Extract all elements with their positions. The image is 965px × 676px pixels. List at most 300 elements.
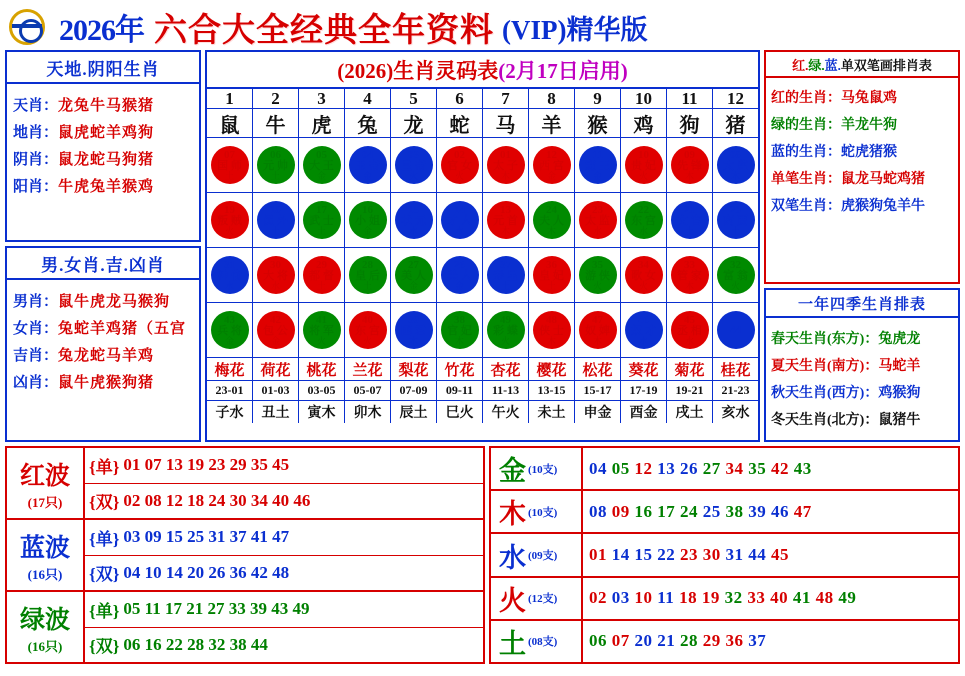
flower-name: 兰花 xyxy=(345,358,391,380)
number-ball[interactable] xyxy=(671,311,709,349)
number-ball-cell[interactable] xyxy=(667,193,713,247)
row-label: 单笔生肖： xyxy=(771,172,841,187)
row-value: 鼠龙马蛇鸡猪 xyxy=(841,172,925,187)
wave-number-line xyxy=(85,592,483,628)
ball-element: 木 xyxy=(592,336,602,346)
zodiac-name: 狗 xyxy=(667,109,713,137)
number-ball[interactable] xyxy=(625,146,663,184)
ball-element: 水 xyxy=(224,281,234,291)
ball-title: 都 督 xyxy=(309,270,334,282)
ball-title: 将 军 xyxy=(309,325,334,337)
number-ball[interactable] xyxy=(303,146,341,184)
number-ball-cell[interactable] xyxy=(299,303,345,357)
zodiac-name: 羊 xyxy=(529,109,575,137)
element-number: 23 xyxy=(680,545,698,564)
main-row xyxy=(5,50,960,442)
hour-range: 23-01 xyxy=(207,381,253,400)
ball-element: 火 xyxy=(316,336,326,346)
number-ball[interactable] xyxy=(349,311,387,349)
ball-title: 皇 后 xyxy=(355,270,380,282)
number-ball[interactable] xyxy=(579,201,617,239)
column-number: 11 xyxy=(667,89,713,108)
zodiac-table-title xyxy=(207,52,758,89)
number-ball[interactable] xyxy=(395,311,433,349)
ball-title: 寇 王 xyxy=(585,160,610,172)
element-number: 44 xyxy=(748,545,767,564)
number-ball[interactable] xyxy=(487,201,525,239)
zodiac-name: 鸡 xyxy=(621,109,667,137)
number-ball-cell[interactable] xyxy=(299,193,345,247)
element-number: 35 xyxy=(748,458,767,478)
flower-name: 杏花 xyxy=(483,358,529,380)
ball-title: 皇 妃 xyxy=(539,270,564,282)
ball-title: 元 首 xyxy=(493,215,518,227)
row-label: 吉肖： xyxy=(13,348,59,364)
panel-heaven-earth-title: 天地.阴阳生肖 xyxy=(7,52,199,84)
number-ball[interactable] xyxy=(257,256,295,294)
ball-number: 33 xyxy=(684,259,695,271)
number-ball[interactable] xyxy=(395,201,433,239)
number-ball[interactable] xyxy=(533,201,571,239)
number-ball[interactable] xyxy=(257,201,295,239)
hour-range: 13-15 xyxy=(529,381,575,400)
ball-element: 金 xyxy=(316,171,326,181)
number-ball-cell[interactable] xyxy=(529,193,575,247)
element-numbers xyxy=(583,502,958,522)
hour-range: 01-03 xyxy=(253,381,299,400)
number-ball[interactable] xyxy=(579,311,617,349)
zodiac-name: 鼠 xyxy=(207,109,253,137)
flower-name: 樱花 xyxy=(529,358,575,380)
ball-number: 22 xyxy=(638,204,649,216)
element-number: 18 xyxy=(679,588,698,608)
wave-parity-tag: {单} xyxy=(89,601,120,621)
number-ball-cell[interactable] xyxy=(529,248,575,302)
element-number: 29 xyxy=(702,631,721,651)
ball-title: 小 姐 xyxy=(355,215,380,227)
zodiac-name: 龙 xyxy=(391,109,437,137)
number-ball[interactable] xyxy=(717,146,755,184)
number-ball[interactable] xyxy=(349,256,387,294)
header-vip-badge: (VIP)精华版 xyxy=(502,14,648,45)
row-value: 牛虎兔羊猴鸡 xyxy=(58,179,155,195)
hour-range: 05-07 xyxy=(345,381,391,400)
number-ball-cell[interactable] xyxy=(391,303,437,357)
number-ball[interactable] xyxy=(395,256,433,294)
element-number: 12 xyxy=(634,458,653,478)
ball-element: 木 xyxy=(730,171,740,181)
ball-element: 木 xyxy=(408,336,418,346)
column-number: 5 xyxy=(391,89,437,108)
column-number: 4 xyxy=(345,89,391,108)
ball-number: 46 xyxy=(638,314,649,326)
number-ball-cell[interactable] xyxy=(253,138,299,192)
element-count: (10支) xyxy=(528,463,558,476)
element-number: 15 xyxy=(634,545,653,564)
wave-numbers: 03 09 15 25 31 37 41 47 xyxy=(123,527,290,547)
branch-element: 申金 xyxy=(575,401,621,423)
bottom-row xyxy=(5,446,960,664)
element-number: 06 xyxy=(589,631,607,651)
element-number: 39 xyxy=(748,501,767,521)
row-value: 兔龙蛇马羊鸡 xyxy=(58,348,155,364)
row-label: 阴肖： xyxy=(13,152,59,168)
number-ball-cell[interactable] xyxy=(483,303,529,357)
row-value: 马兔鼠鸡 xyxy=(841,91,897,106)
element-numbers xyxy=(583,588,958,608)
row-label: 蓝的生肖： xyxy=(771,145,841,160)
number-ball-cell[interactable] xyxy=(207,193,253,247)
ball-element: 木 xyxy=(454,336,464,346)
number-ball[interactable] xyxy=(671,201,709,239)
row-value: 鼠牛虎猴狗猪 xyxy=(58,375,155,391)
table-row-ranges xyxy=(207,381,758,401)
number-ball-cell[interactable] xyxy=(667,138,713,192)
number-ball[interactable] xyxy=(211,201,249,239)
element-count: (12支) xyxy=(528,593,558,606)
number-ball-cell[interactable] xyxy=(529,303,575,357)
wave-number-line xyxy=(85,484,483,519)
element-number: 07 xyxy=(611,631,630,651)
list-item xyxy=(13,317,195,338)
wave-row xyxy=(7,448,483,520)
ball-number: 42 xyxy=(270,314,281,326)
ball-title: 歌 女 xyxy=(631,270,656,282)
ball-number: 21 xyxy=(684,204,695,216)
table-row xyxy=(207,138,758,193)
number-ball-cell[interactable] xyxy=(253,303,299,357)
element-number: 32 xyxy=(724,588,743,608)
number-ball[interactable] xyxy=(717,201,755,239)
list-item: 冬天生肖(北方)：鼠猪牛 xyxy=(771,413,921,428)
wave-number-line xyxy=(85,520,483,556)
number-ball-cell[interactable] xyxy=(621,193,667,247)
ball-title: 官 妃 xyxy=(447,325,472,337)
number-ball[interactable] xyxy=(303,201,341,239)
element-name: 土 xyxy=(499,628,526,659)
number-ball-cell[interactable] xyxy=(345,303,391,357)
row-label: 阳肖： xyxy=(13,179,59,195)
hour-range: 21-23 xyxy=(721,383,750,397)
element-number: 27 xyxy=(702,458,721,478)
row-value: 龙兔牛马猴猪 xyxy=(58,98,155,114)
ball-number: 08 xyxy=(730,149,741,161)
number-ball[interactable] xyxy=(533,146,571,184)
right-column xyxy=(764,50,960,442)
row-value: 鼠虎蛇羊鸡狗 xyxy=(58,125,155,141)
wave-name: 绿波 xyxy=(19,606,70,634)
number-ball-cell[interactable] xyxy=(667,248,713,302)
flower-name: 梨花 xyxy=(391,358,437,380)
element-number: 19 xyxy=(701,588,720,608)
number-ball-cell[interactable] xyxy=(713,248,758,302)
page-title: 六合大全经典全年资料 xyxy=(154,12,494,49)
ball-element: 金 xyxy=(362,226,372,236)
ball-title: 贵 妃 xyxy=(631,160,656,172)
ball-number: 26 xyxy=(454,259,465,271)
element-number: 24 xyxy=(680,501,698,521)
number-ball-cell[interactable] xyxy=(713,303,758,357)
ball-element: 火 xyxy=(638,171,648,181)
ball-number: 23 xyxy=(592,204,603,216)
number-ball-cell[interactable] xyxy=(437,138,483,192)
hour-range: 15-17 xyxy=(575,381,621,400)
element-number: 38 xyxy=(725,501,744,521)
ball-number: 45 xyxy=(684,314,695,326)
hour-range: 11-13 xyxy=(483,381,529,400)
list-item: 秋天生肖(西方)：鸡猴狗 xyxy=(771,386,921,401)
coin-logo-icon xyxy=(5,6,55,48)
ball-number: 01 xyxy=(500,149,511,161)
wave-numbers-group xyxy=(85,520,483,590)
number-ball-cell[interactable] xyxy=(621,138,667,192)
branch-element: 酉金 xyxy=(621,401,667,423)
number-ball[interactable] xyxy=(257,146,295,184)
ball-number: 11 xyxy=(592,149,603,161)
zodiac-name: 蛇 xyxy=(437,109,483,137)
ball-element: 水 xyxy=(638,336,648,346)
number-ball-cell[interactable] xyxy=(667,303,713,357)
number-ball[interactable] xyxy=(487,146,525,184)
number-ball[interactable] xyxy=(671,256,709,294)
list-item xyxy=(771,168,958,188)
number-ball-cell[interactable] xyxy=(345,138,391,192)
number-ball[interactable] xyxy=(717,311,755,349)
ball-number: 39 xyxy=(408,314,419,326)
number-ball-cell[interactable] xyxy=(621,303,667,357)
element-row xyxy=(491,448,958,491)
number-ball[interactable] xyxy=(441,256,479,294)
ball-title: 国 师 xyxy=(217,160,242,172)
number-ball-cell[interactable] xyxy=(391,193,437,247)
number-ball-cell[interactable] xyxy=(253,193,299,247)
row-label: 双笔生肖： xyxy=(771,199,841,214)
number-ball-cell[interactable] xyxy=(207,303,253,357)
ball-number: 32 xyxy=(730,259,741,271)
element-number: 42 xyxy=(771,458,789,478)
number-ball[interactable] xyxy=(303,311,341,349)
ball-element: 土 xyxy=(270,226,280,236)
ball-title: 大 王 xyxy=(309,160,334,172)
number-ball-cell[interactable] xyxy=(483,248,529,302)
wave-count: (16只) xyxy=(27,566,63,582)
ball-element: 木 xyxy=(500,226,510,236)
flower-name: 荷花 xyxy=(253,358,299,380)
ball-element: 金 xyxy=(270,336,280,346)
number-ball-cell[interactable] xyxy=(299,248,345,302)
number-ball-cell[interactable] xyxy=(299,138,345,192)
branch-element: 丑土 xyxy=(253,401,299,423)
number-ball-cell[interactable] xyxy=(713,138,758,192)
number-ball-cell[interactable] xyxy=(391,248,437,302)
ball-element: 火 xyxy=(500,336,510,346)
panel-element-table xyxy=(489,446,960,664)
ball-number: 20 xyxy=(730,204,741,216)
ball-title: 文 官 xyxy=(677,215,702,227)
hour-range: 19-21 xyxy=(667,381,713,400)
number-ball[interactable] xyxy=(257,311,295,349)
ball-element: 土 xyxy=(546,281,556,291)
ball-title: 游 侠 xyxy=(585,270,610,282)
number-ball[interactable] xyxy=(579,256,617,294)
flower-name: 梅花 xyxy=(207,358,253,380)
number-ball-cell[interactable] xyxy=(207,138,253,192)
number-ball[interactable] xyxy=(671,146,709,184)
branch-element: 亥水 xyxy=(721,406,750,421)
column-number: 8 xyxy=(529,89,575,108)
element-number: 25 xyxy=(702,501,721,521)
hour-range: 03-05 xyxy=(299,381,345,400)
ball-number: 07 xyxy=(224,149,235,161)
table-row-branches xyxy=(207,401,758,423)
ball-element: 水 xyxy=(270,281,280,291)
middle-column xyxy=(205,50,760,442)
element-number: 13 xyxy=(657,458,676,478)
number-ball[interactable] xyxy=(441,311,479,349)
number-ball-cell[interactable] xyxy=(437,248,483,302)
element-name: 金 xyxy=(499,456,526,487)
number-ball-cell[interactable] xyxy=(621,248,667,302)
ball-element: 土 xyxy=(362,281,372,291)
number-ball[interactable] xyxy=(441,201,479,239)
wave-count: (17只) xyxy=(27,494,63,510)
number-ball[interactable] xyxy=(349,201,387,239)
list-item: 夏天生肖(南方)：马蛇羊 xyxy=(771,359,921,374)
ball-element: 金 xyxy=(224,336,234,346)
wave-number-line xyxy=(85,448,483,484)
number-ball-cell[interactable] xyxy=(483,193,529,247)
number-ball[interactable] xyxy=(349,146,387,184)
wave-row xyxy=(7,592,483,662)
element-number: 10 xyxy=(634,588,653,608)
element-name: 水 xyxy=(499,542,526,573)
ball-title: 玉 帝 xyxy=(355,160,380,172)
number-ball-cell[interactable] xyxy=(345,193,391,247)
wave-number-line xyxy=(85,556,483,591)
wave-parity-tag: {双} xyxy=(89,637,120,657)
ball-number: 17 xyxy=(316,204,327,216)
ball-element: 土 xyxy=(730,226,740,236)
number-ball-cell[interactable] xyxy=(437,303,483,357)
number-ball[interactable] xyxy=(625,256,663,294)
ball-number: 10 xyxy=(638,149,649,161)
number-ball[interactable] xyxy=(533,256,571,294)
list-item: 春天生肖(东方)：兔虎龙 xyxy=(771,332,921,347)
list-item xyxy=(13,94,195,115)
number-ball[interactable] xyxy=(211,311,249,349)
number-ball-cell[interactable] xyxy=(575,193,621,247)
panel-gender-lucky-zodiac xyxy=(5,246,201,442)
wave-parity-tag: {单} xyxy=(89,529,120,549)
flower-name: 菊花 xyxy=(667,358,713,380)
branch-element: 辰土 xyxy=(391,401,437,423)
number-ball[interactable] xyxy=(487,311,525,349)
wave-numbers: 06 16 22 28 32 38 44 xyxy=(123,634,268,654)
number-ball-cell[interactable] xyxy=(253,248,299,302)
number-ball[interactable] xyxy=(533,311,571,349)
ball-title: 元 帅 xyxy=(263,160,288,172)
list-item xyxy=(771,114,958,134)
hour-range: 09-11 xyxy=(437,381,483,400)
ball-element: 火 xyxy=(224,226,234,236)
zodiac-grid xyxy=(207,89,758,440)
number-ball[interactable] xyxy=(211,256,249,294)
element-number: 01 xyxy=(589,545,607,564)
ball-number: 03 xyxy=(408,149,419,161)
wave-row xyxy=(7,520,483,592)
number-ball-cell[interactable] xyxy=(713,193,758,247)
zodiac-name: 兔 xyxy=(345,109,391,137)
branch-element: 卯木 xyxy=(345,401,391,423)
number-ball[interactable] xyxy=(625,311,663,349)
number-ball-cell[interactable] xyxy=(207,248,253,302)
number-ball[interactable] xyxy=(487,256,525,294)
ball-element: 土 xyxy=(316,281,326,291)
number-ball[interactable] xyxy=(395,146,433,184)
number-ball-cell[interactable] xyxy=(529,138,575,192)
number-ball-cell[interactable] xyxy=(483,138,529,192)
wave-parity-tag: {双} xyxy=(89,493,120,513)
ball-title: 富 翁 xyxy=(723,270,748,282)
panel-four-seasons-title: 一年四季生肖排表 xyxy=(766,290,958,318)
number-ball-cell[interactable] xyxy=(437,193,483,247)
number-ball[interactable] xyxy=(441,146,479,184)
table-row-flowers xyxy=(207,358,758,381)
number-ball[interactable] xyxy=(211,146,249,184)
list-item xyxy=(13,344,195,365)
ball-title: 武 士 xyxy=(309,215,334,227)
number-ball[interactable] xyxy=(717,256,755,294)
list-item xyxy=(13,371,195,392)
element-number: 22 xyxy=(657,545,676,564)
column-number: 1 xyxy=(207,89,253,108)
ball-title: 东 宫 xyxy=(631,215,656,227)
number-ball-cell[interactable] xyxy=(345,248,391,302)
ball-number: 44 xyxy=(730,324,741,336)
hour-range: 17-19 xyxy=(621,381,667,400)
ball-element: 水 xyxy=(454,226,464,236)
number-ball-cell[interactable] xyxy=(575,248,621,302)
number-ball[interactable] xyxy=(579,146,617,184)
table-row-numbers xyxy=(207,89,758,109)
table-row-zodiacs xyxy=(207,109,758,138)
row-value: 蛇虎猪猴 xyxy=(841,145,897,160)
ball-number: 02 xyxy=(454,149,465,161)
row-label: 女肖： xyxy=(13,321,59,337)
row-label: 红的生肖： xyxy=(771,91,841,106)
number-ball[interactable] xyxy=(303,256,341,294)
row-value: 兔蛇羊鸡猪（五宫 xyxy=(58,321,187,337)
left-column xyxy=(5,50,201,442)
ball-element: 金 xyxy=(454,281,464,291)
ball-title: 丞 相 xyxy=(677,325,702,337)
number-ball-cell[interactable] xyxy=(575,138,621,192)
ball-element: 火 xyxy=(454,171,464,181)
wave-numbers: 04 10 14 20 26 36 42 48 xyxy=(123,562,290,582)
element-number: 36 xyxy=(725,631,744,651)
element-number: 03 xyxy=(611,588,630,608)
ball-number: 27 xyxy=(408,259,419,271)
zodiac-name: 马 xyxy=(483,109,529,137)
element-numbers xyxy=(583,459,958,479)
number-ball[interactable] xyxy=(625,201,663,239)
ball-number: 15 xyxy=(408,204,419,216)
number-ball-cell[interactable] xyxy=(391,138,437,192)
table-row xyxy=(207,248,758,303)
ball-title: 官 女 xyxy=(447,160,472,172)
number-ball-cell[interactable] xyxy=(575,303,621,357)
ball-element: 水 xyxy=(684,336,694,346)
